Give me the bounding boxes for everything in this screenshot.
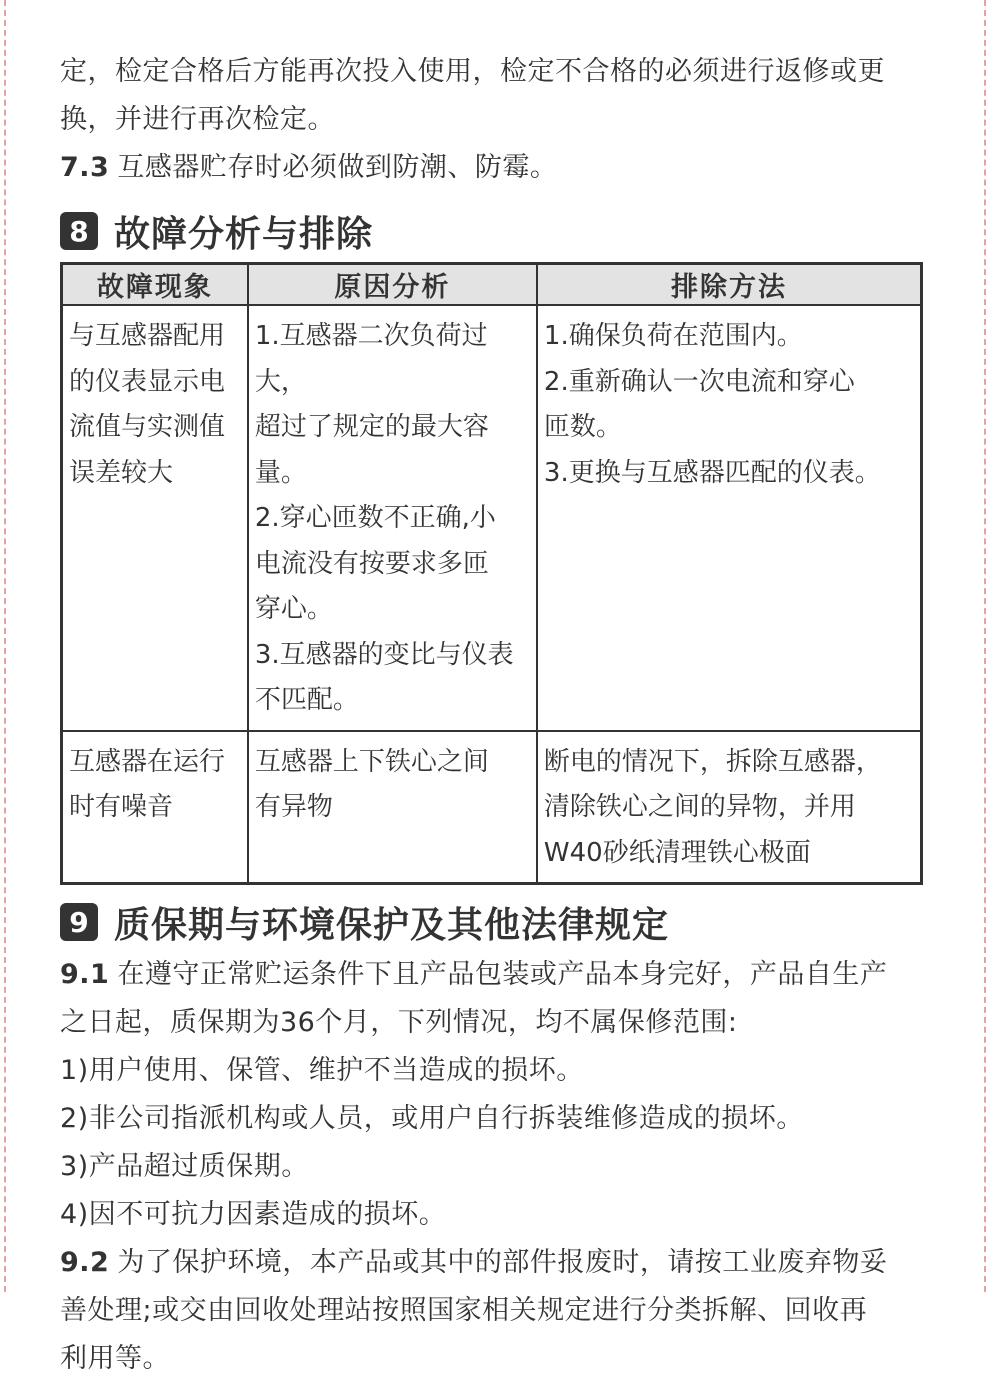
cell-line: 与互感器配用 bbox=[69, 321, 226, 351]
paragraph-9-1-line-1 bbox=[60, 951, 950, 999]
page-border-right bbox=[984, 0, 986, 1292]
paragraph-text: 互感器贮存时必须做到防潮、防霉。 bbox=[117, 152, 558, 183]
paragraph-number: 7.3 bbox=[60, 152, 110, 183]
cell-line: 互感器在运行 bbox=[69, 746, 226, 777]
cell-line: 不匹配。 bbox=[254, 685, 359, 715]
cell-line: 1.确保负荷在范围内。 bbox=[543, 321, 803, 351]
table-row bbox=[62, 305, 922, 731]
cell-line: W40砂纸清理铁心极面 bbox=[543, 837, 811, 868]
column-header-cause: 原因分析 bbox=[248, 264, 537, 306]
cell-line: 清除铁心之间的异物，并用 bbox=[543, 792, 856, 822]
cell-line: 3.更换与互感器匹配的仪表。 bbox=[543, 457, 881, 488]
paragraph-7-3 bbox=[60, 144, 950, 192]
cell-line: 互感器上下铁心之间 bbox=[254, 746, 489, 777]
table-row bbox=[62, 731, 922, 884]
cell-line: 超过了规定的最大容量。 bbox=[254, 412, 489, 488]
column-header-phenomenon: 故障现象 bbox=[62, 264, 248, 306]
column-header-fix: 排除方法 bbox=[537, 264, 922, 306]
section-number-badge: 9 bbox=[60, 903, 98, 941]
cell-line: 的仪表显示电 bbox=[69, 366, 226, 397]
cell-line: 2.重新确认一次电流和穿心 bbox=[543, 366, 855, 397]
paragraph-9-2-line-1 bbox=[60, 1239, 950, 1287]
list-item: 2)非公司指派机构或人员，或用户自行拆装维修造成的损坏。 bbox=[60, 1103, 804, 1134]
list-item: 4)因不可抗力因素造成的损坏。 bbox=[60, 1199, 447, 1230]
section-number-badge: 8 bbox=[60, 212, 98, 250]
page-border-left bbox=[4, 0, 6, 1292]
cause-cell bbox=[248, 305, 537, 731]
paragraph-text: 在遵守正常贮运条件下且产品包装或产品本身完好，产品自生产 bbox=[117, 959, 888, 990]
cell-line: 3.互感器的变比与仪表 bbox=[254, 639, 514, 670]
cause-cell bbox=[248, 731, 537, 884]
paragraph-9-2-line-2: 善处理;或交由回收处理站按照国家相关规定进行分类拆解、回收再 bbox=[60, 1295, 868, 1326]
cell-line: 误差较大 bbox=[69, 457, 174, 488]
cell-line: 1.互感器二次负荷过大， bbox=[254, 321, 488, 397]
cell-line: 电流没有按要求多匝 bbox=[254, 548, 489, 579]
phenomenon-cell bbox=[62, 305, 248, 731]
cell-line: 2.穿心匝数不正确,小 bbox=[254, 503, 496, 533]
list-item: 1)用户使用、保管、维护不当造成的损坏。 bbox=[60, 1055, 584, 1086]
cell-line: 流值与实测值 bbox=[69, 412, 226, 442]
cell-line: 时有噪音 bbox=[69, 792, 174, 822]
fault-table bbox=[60, 262, 923, 885]
paragraph-9-1-line-2: 之日起，质保期为36个月，下列情况，均不属保修范围: bbox=[60, 1007, 738, 1038]
paragraph-number: 9.2 bbox=[60, 1247, 110, 1278]
paragraph-text: 为了保护环境，本产品或其中的部件报废时，请按工业废弃物妥 bbox=[117, 1247, 888, 1278]
section-8-heading bbox=[60, 202, 950, 260]
cell-line: 穿心。 bbox=[254, 594, 333, 624]
section-9-heading bbox=[60, 893, 950, 951]
list-item: 3)产品超过质保期。 bbox=[60, 1151, 309, 1182]
intro-line-1: 定，检定合格后方能再次投入使用，检定不合格的必须进行返修或更 bbox=[60, 56, 885, 87]
paragraph-9-2-line-3: 利用等。 bbox=[60, 1343, 170, 1374]
cell-line: 有异物 bbox=[254, 792, 333, 822]
document-page bbox=[60, 48, 950, 1383]
phenomenon-cell bbox=[62, 731, 248, 884]
paragraph-number: 9.1 bbox=[60, 959, 110, 990]
intro-line-2: 换，并进行再次检定。 bbox=[60, 104, 335, 135]
fix-cell bbox=[537, 731, 922, 884]
table-header-row bbox=[62, 264, 922, 306]
section-title: 故障分析与排除 bbox=[114, 213, 374, 255]
fix-cell bbox=[537, 305, 922, 731]
cell-line: 断电的情况下，拆除互感器， bbox=[543, 746, 882, 777]
section-title: 质保期与环境保护及其他法律规定 bbox=[114, 904, 670, 946]
cell-line: 匝数。 bbox=[543, 412, 622, 442]
